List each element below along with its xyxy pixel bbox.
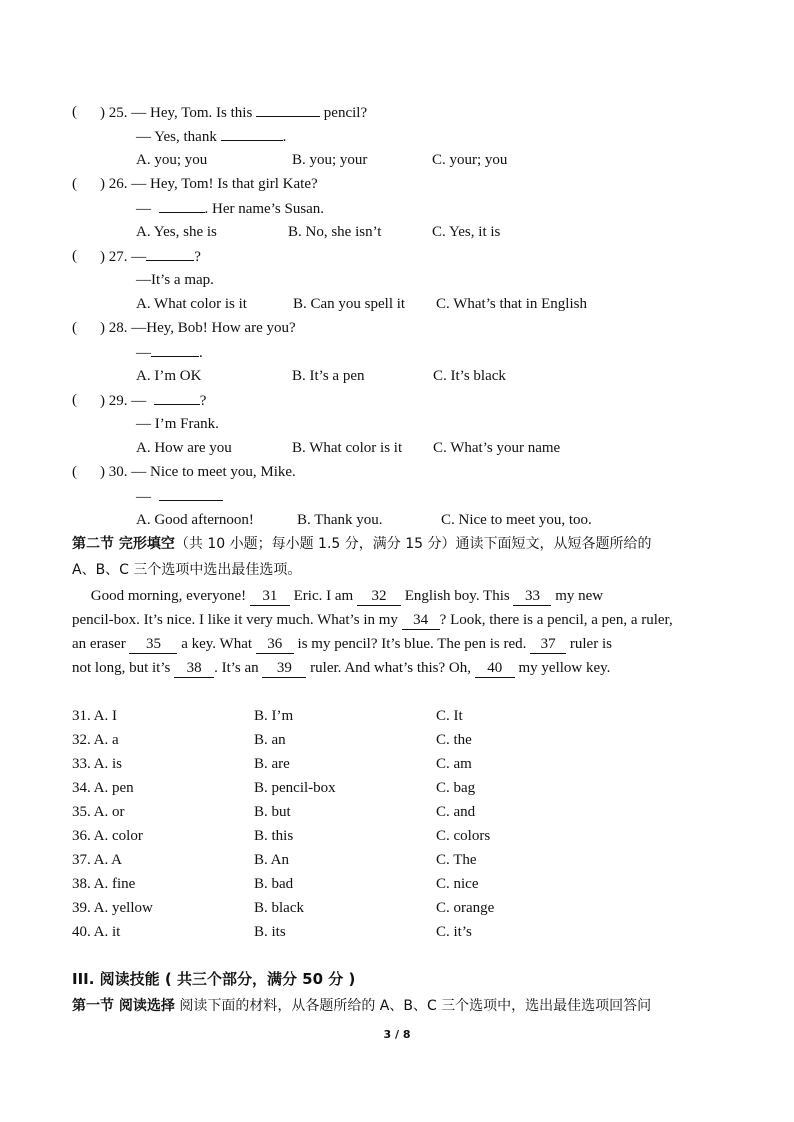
cloze-option-c: C. orange [436, 900, 495, 916]
option-b: B. Thank you. [297, 512, 383, 528]
question-line-2: — Yes, thank . [136, 126, 286, 147]
part-3-heading: III. 阅读技能 ( 共三个部分，满分 50 分 ) [72, 970, 356, 988]
option-c: C. your; you [432, 152, 508, 168]
cloze-option-a: 37. A. A [72, 852, 123, 868]
question-number: ) 30. — Nice to meet you, Mike. [100, 464, 296, 480]
answer-paren-open: ( [72, 392, 77, 408]
answer-paren-open: ( [72, 248, 77, 264]
cloze-blank-40: 40 [475, 660, 515, 678]
answer-blank [221, 126, 283, 141]
cloze-option-c: C. It [436, 708, 463, 724]
cloze-option-b: B. pencil-box [254, 780, 336, 796]
cloze-blank-36: 36 [256, 636, 294, 654]
cloze-option-b: B. I’m [254, 708, 294, 724]
option-b: B. Can you spell it [293, 296, 406, 312]
cloze-option-c: C. bag [436, 780, 476, 796]
question-line-2: — I’m Frank. [136, 416, 219, 432]
cloze-blank-35: 35 [129, 636, 177, 654]
answer-paren-open: ( [72, 104, 77, 120]
section-2-desc-line-2: A、B、C 三个选项中选出最佳选项。 [72, 562, 302, 578]
section-2-desc: （共 10 小题；每小题 1.5 分，满分 15 分）通读下面短文，从短各题所给的 [174, 536, 652, 552]
question-line-2: — [136, 486, 223, 507]
cloze-option-a: 32. A. a [72, 732, 119, 748]
option-b: B. you; your [292, 152, 368, 168]
cloze-blank-39: 39 [262, 660, 306, 678]
passage-line: Good morning, everyone! 31 Eric. I am 32 English boy. This 33 my new [90, 588, 604, 604]
answer-paren-open: ( [72, 176, 77, 192]
question-number: ) 28. —Hey, Bob! How are you? [100, 320, 296, 336]
option-b: B. No, she isn’t [288, 224, 382, 240]
cloze-option-c: C. nice [436, 876, 479, 892]
cloze-option-c: C. The [436, 852, 477, 868]
cloze-blank-37: 37 [530, 636, 566, 654]
answer-blank [159, 486, 223, 501]
option-a: A. How are you [136, 440, 232, 456]
cloze-option-b: B. bad [254, 876, 294, 892]
cloze-option-c: C. am [436, 756, 472, 772]
cloze-option-b: B. an [254, 732, 286, 748]
option-a: A. Yes, she is [136, 224, 217, 240]
option-a: A. Good afternoon! [136, 512, 254, 528]
question-number: ) 25. — Hey, Tom. Is this pencil? [100, 102, 367, 123]
cloze-option-a: 40. A. it [72, 924, 121, 940]
answer-blank [146, 246, 194, 261]
answer-blank [159, 198, 205, 213]
answer-blank [151, 342, 199, 357]
page-number: 3 / 8 [383, 1028, 411, 1041]
answer-paren-open: ( [72, 320, 77, 336]
question-number: ) 27. — ? [100, 246, 201, 267]
passage-line: an eraser 35 a key. What 36 is my pencil? It’s blue. The pen is red. 37 ruler is [72, 636, 612, 652]
section-2-title: 第二节 完形填空 [72, 536, 175, 552]
question-number: ) 26. — Hey, Tom! Is that girl Kate? [100, 176, 318, 192]
option-c: C. Yes, it is [432, 224, 501, 240]
cloze-option-b: B. its [254, 924, 286, 940]
cloze-option-b: B. this [254, 828, 294, 844]
cloze-option-a: 39. A. yellow [72, 900, 153, 916]
cloze-option-c: C. it’s [436, 924, 472, 940]
question-line-2: — . Her name’s Susan. [136, 198, 324, 219]
option-a: A. you; you [136, 152, 208, 168]
cloze-option-a: 34. A. pen [72, 780, 134, 796]
cloze-blank-38: 38 [174, 660, 214, 678]
option-a: A. I’m OK [136, 368, 202, 384]
cloze-option-c: C. the [436, 732, 472, 748]
answer-blank [256, 102, 320, 117]
section-1-heading [72, 996, 651, 1016]
section-2-heading [72, 534, 651, 554]
cloze-blank-31: 31 [250, 588, 290, 606]
cloze-passage [72, 584, 722, 680]
option-b: B. What color is it [292, 440, 403, 456]
option-c: C. What’s your name [433, 440, 561, 456]
cloze-option-b: B. but [254, 804, 291, 820]
option-c: C. Nice to meet you, too. [441, 512, 592, 528]
cloze-blank-33: 33 [513, 588, 551, 606]
cloze-blank-34: 34 [402, 612, 440, 630]
question-line-2: — . [136, 342, 203, 363]
answer-paren-open: ( [72, 464, 77, 480]
cloze-option-a: 38. A. fine [72, 876, 136, 892]
cloze-option-a: 35. A. or [72, 804, 125, 820]
cloze-option-b: B. An [254, 852, 290, 868]
cloze-option-a: 36. A. color [72, 828, 143, 844]
cloze-option-a: 31. A. I [72, 708, 117, 724]
option-a: A. What color is it [136, 296, 247, 312]
passage-line: not long, but it’s 38 . It’s an 39 ruler. And what’s this? Oh, 40 my yellow key. [72, 660, 611, 676]
cloze-blank-32: 32 [357, 588, 401, 606]
cloze-option-c: C. colors [436, 828, 491, 844]
section-1-title: 第一节 阅读选择 [72, 998, 175, 1014]
cloze-option-a: 33. A. is [72, 756, 123, 772]
option-c: C. It’s black [433, 368, 506, 384]
answer-blank [154, 390, 200, 405]
option-b: B. It’s a pen [292, 368, 365, 384]
question-line-2: —It’s a map. [136, 272, 214, 288]
passage-line: pencil-box. It’s nice. I like it very much. What’s in my 34 ? Look, there is a pencil, a pen, a ruler, [72, 612, 673, 628]
cloze-option-b: B. are [254, 756, 290, 772]
cloze-option-c: C. and [436, 804, 476, 820]
question-number: ) 29. — ? [100, 390, 206, 411]
cloze-option-b: B. black [254, 900, 304, 916]
option-c: C. What’s that in English [436, 296, 587, 312]
section-1-desc: 阅读下面的材料，从各题所给的 A、B、C 三个选项中，选出最佳选项回答问 [179, 998, 652, 1014]
